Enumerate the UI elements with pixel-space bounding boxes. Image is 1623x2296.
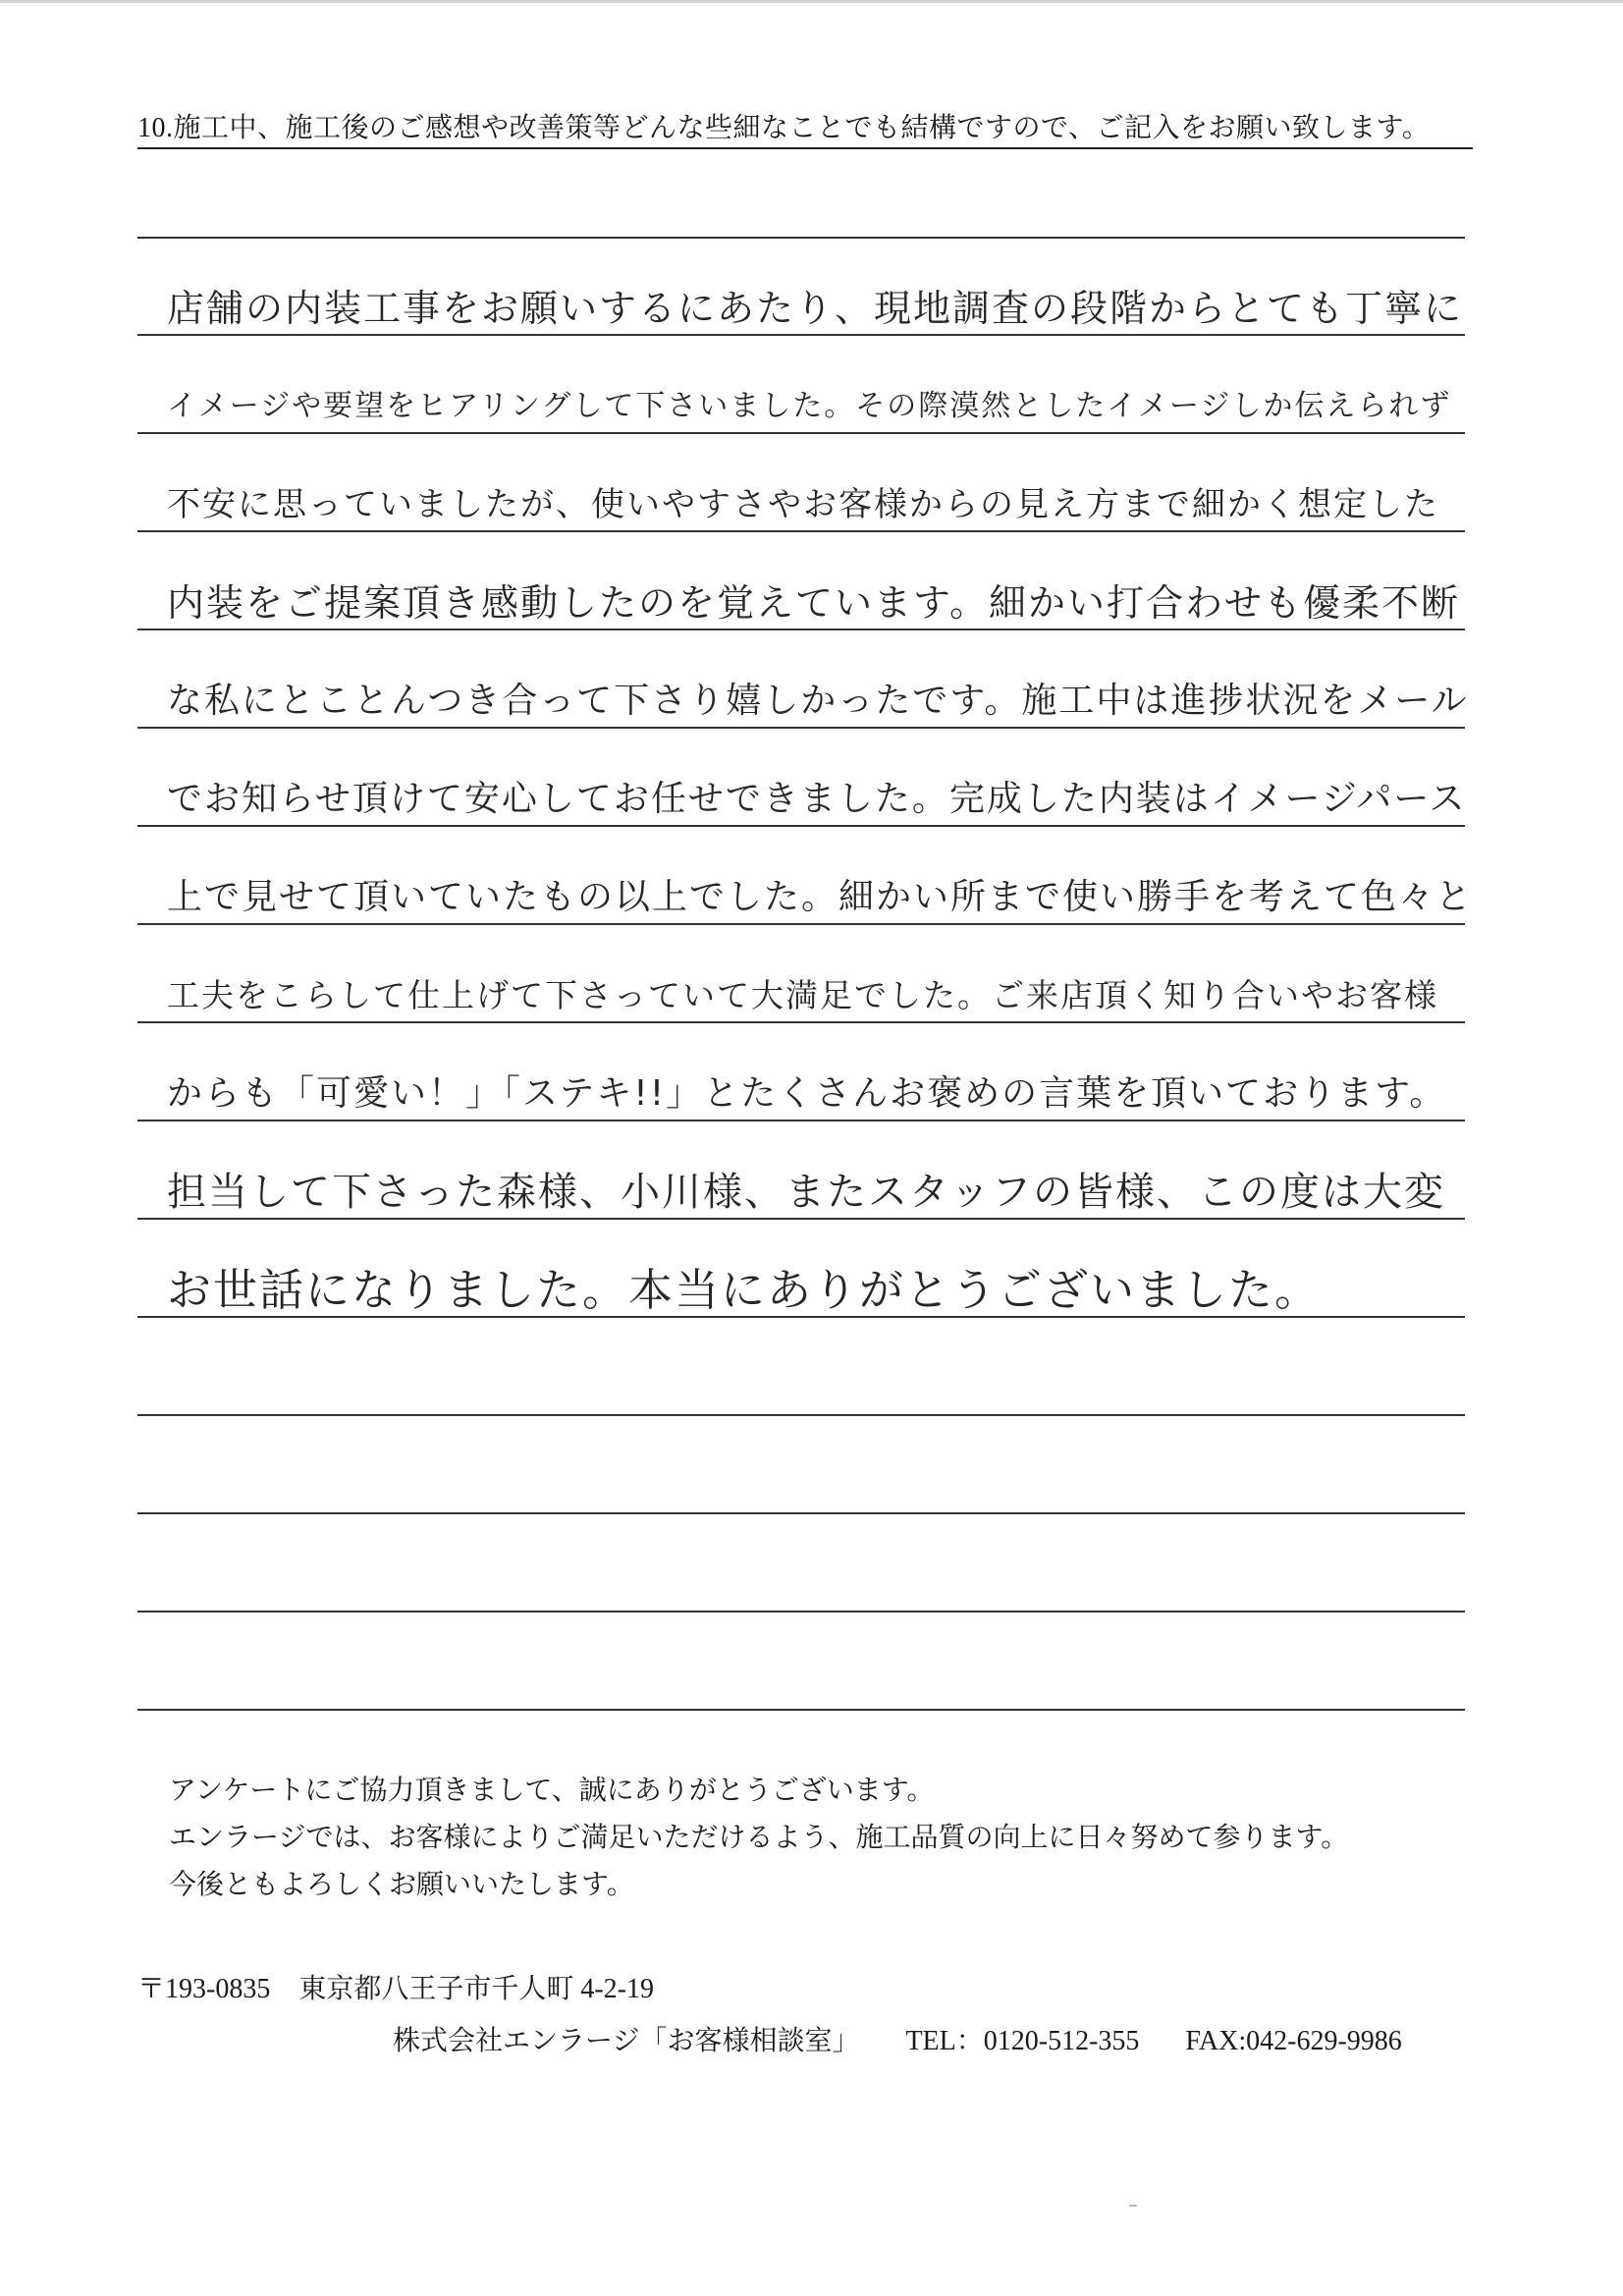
company-contact [393, 2019, 1402, 2058]
answer-rule [137, 1709, 1465, 1711]
thanks-line: エンラージでは、お客様によりご満足いただけるよう、施工品質の向上に日々努めて参ります。 [169, 1823, 1349, 1853]
handwritten-line: 工夫をこらして仕上げて下さっていて大満足でした。ご来店頂く知り合いやお客様 [167, 976, 1438, 1014]
postal-code: 〒193-0835 [137, 1974, 271, 2004]
handwritten-line: 不安に思っていましたが、使いやすさやお客様からの見え方まで細かく想定した [167, 485, 1439, 524]
handwritten-line: お世話になりました。本当にありがとうございました。 [167, 1264, 1322, 1316]
answer-rule [137, 1512, 1465, 1514]
street-address: 東京都八王子市千人町 4-2-19 [298, 1974, 654, 2004]
thanks-message [169, 1768, 1348, 1909]
thanks-line: アンケートにご協力頂きまして、誠にありがとうございます。 [169, 1776, 935, 1806]
answer-rule [137, 1611, 1465, 1613]
fax-number: FAX:042-629-9986 [1185, 2026, 1402, 2056]
handwritten-line: イメージや要望をヒアリングして下さいました。その際漠然としたイメージしか伝えられず [167, 389, 1452, 423]
handwritten-line: 内装をご提案頂き感動したのを覚えています。細かい打合わせも優柔不断 [167, 581, 1460, 625]
answer-rule [137, 237, 1465, 239]
handwritten-line: 担当して下さった森様、小川様、またスタッフの皆様、この度は大変 [167, 1170, 1445, 1215]
handwritten-line: でお知らせ頂けて安心してお任せできました。完成した内装はイメージパース [167, 779, 1467, 819]
scan-speck [1129, 2205, 1137, 2207]
answer-rule [137, 1414, 1465, 1416]
tel-number: TEL：0120-512-355 [905, 2026, 1140, 2056]
handwritten-line: からも「可愛い！」「ステキ!!」とたくさんお褒めの言葉を頂いております。 [167, 1073, 1447, 1114]
handwritten-line: 店舗の内装工事をお願いするにあたり、現地調査の段階からとても丁寧に [167, 287, 1464, 330]
question-heading: 10.施工中、施工後のご感想や改善策等どんな些細なことでも結構ですので、ご記入をお願い致します。 [137, 106, 1473, 149]
thanks-line: 今後ともよろしくお願いいたします。 [169, 1870, 634, 1900]
company-address [137, 1967, 654, 2006]
handwritten-line: な私にとことんつき合って下さり嬉しかったです。施工中は進捗状況をメール [167, 681, 1469, 721]
company-name: 株式会社エンラージ「お客様相談室」 [393, 2026, 860, 2056]
scan-edge [0, 0, 1623, 3]
handwritten-line: 上で見せて頂いていたもの以上でした。細かい所まで使い勝手を考えて色々と [167, 877, 1474, 917]
